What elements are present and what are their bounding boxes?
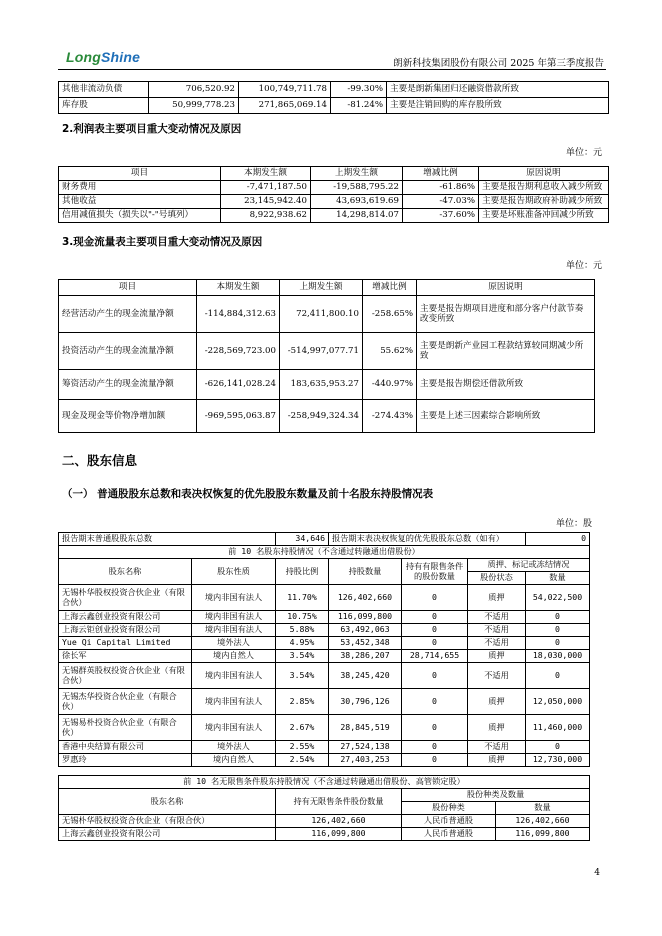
summary-row: 报告期末普通股股东总数 34,646 报告期末表决权恢复的优先股股东总数（如有） 0 [59, 533, 590, 546]
header-rule [58, 69, 606, 70]
cashflow-table [58, 279, 595, 433]
cashflow-unit: 单位：元 [565, 261, 602, 271]
table-row: 徐长军 境内自然人 3.54% 38,286,207 28,714,655 质押 18,030,000 [59, 650, 590, 663]
table-row: 其他非流动负债 706,520.92 100,749,711.78 -99.30% 主要是朗新集团归还融资借款所致 [59, 82, 609, 98]
table-row: 财务费用 -7,471,187.50 -19,588,795.22 -61.86% 主要是报告期利息收入减少所致 [59, 181, 609, 195]
table-row: 筹资活动产生的现金流量净额 -626,141,028.24 183,635,953.27 -440.97% 主要是报告期偿还借款所致 [59, 370, 595, 400]
table-header-row: 股份种类 数量 [59, 802, 590, 815]
shareholder-subheading: （一） 普通股股东总数和表决权恢复的优先股股东数量及前十名股东持股情况表 [62, 488, 434, 500]
unrestricted-shareholders-table [58, 775, 590, 841]
cashflow-section-title: 3.现金流量表主要项目重大变动情况及原因 [62, 236, 263, 248]
table-header-row: 项目 本期发生额 上期发生额 增减比例 原因说明 [59, 280, 595, 296]
table-row: 库存股 50,999,778.23 271,865,069.14 -81.24% 主要是注销回购的库存股所致 [59, 98, 609, 114]
table-row: 上海云鑫创业投资有限公司 境内非国有法人 10.75% 116,099,800 0 不适用 0 [59, 611, 590, 624]
page-number: 4 [594, 868, 600, 878]
table-row: 无锡杰华投资合伙企业（有限合伙） 境内非国有法人 2.85% 30,796,126 0 质押 12,050,000 [59, 689, 590, 715]
table-header-row: 股份状态 数量 [59, 572, 590, 585]
table-header-row: 股东名称 持有无限售条件股份数量 股份种类及数量 [59, 789, 590, 802]
caption-row: 前 10 名股东持股情况（不含通过转融通出借股份） [59, 546, 590, 559]
income-section-title: 2.利润表主要项目重大变动情况及原因 [62, 123, 242, 135]
table-row: 罗惠玲 境内自然人 2.54% 27,403,253 0 质押 12,730,000 [59, 754, 590, 767]
shareholder-heading: 二、股东信息 [62, 453, 138, 468]
table-row: 上海云钜创业投资有限公司 境内非国有法人 5.88% 63,492,063 0 不适用 0 [59, 624, 590, 637]
table-row: 香港中央结算有限公司 境外法人 2.55% 27,524,138 0 不适用 0 [59, 741, 590, 754]
table-row: 无锡朴华股权投资合伙企业（有限合伙） 126,402,660 人民币普通股 126,402,660 [59, 815, 590, 828]
report-header-title: 朗新科技集团股份有限公司 2025 年第三季度报告 [393, 58, 604, 69]
caption-row: 前 10 名无限售条件股东持股情况（不含通过转融通出借股份、高管锁定股） [59, 776, 590, 789]
table-row: 经营活动产生的现金流量净额 -114,884,312.63 72,411,800.10 -258.65% 主要是报告期项目进度和部分客户付款节奏改变所致 [59, 296, 595, 333]
table-header-row: 股东名称 股东性质 持股比例 持股数量 持有有限售条件的股份数量 质押、标记或冻结情况 [59, 559, 590, 572]
shareholder-unit: 单位：股 [555, 519, 592, 529]
table-row: 上海云鑫创业投资有限公司 116,099,800 人民币普通股 116,099,800 [59, 828, 590, 841]
table-row: 其他收益 23,145,942.40 43,693,619.69 -47.03% 主要是报告期政府补助减少所致 [59, 195, 609, 209]
table-header-row: 项目 本期发生额 上期发生额 增减比例 原因说明 [59, 167, 609, 181]
table-row: 无锡朴华股权投资合伙企业（有限合伙） 境内非国有法人 11.70% 126,402,660 0 质押 54,022,500 [59, 585, 590, 611]
table-row: Yue Qi Capital Limited 境外法人 4.95% 53,452,348 0 不适用 0 [59, 637, 590, 650]
shareholders-table [58, 532, 590, 767]
balance-sheet-table [58, 81, 609, 114]
table-row: 无锡群英股权投资合伙企业（有限合伙） 境内非国有法人 3.54% 38,245,420 0 不适用 0 [59, 663, 590, 689]
company-logo: LongShine [66, 49, 141, 65]
income-unit: 单位：元 [565, 148, 602, 158]
table-row: 现金及现金等价物净增加额 -969,595,063.87 -258,949,324.34 -274.43% 主要是上述三因素综合影响所致 [59, 400, 595, 433]
table-row: 无锡易朴投资合伙企业（有限合伙） 境内非国有法人 2.67% 28,845,519 0 质押 11,460,000 [59, 715, 590, 741]
table-row: 投资活动产生的现金流量净额 -228,569,723.00 -514,997,077.71 55.62% 主要是朗新产业园工程款结算较同期减少所致 [59, 333, 595, 370]
income-table [58, 166, 609, 223]
table-row: 信用减值损失（损失以"-"号填列） 8,922,938.62 14,298,814.07 -37.60% 主要是坏账准备冲回减少所致 [59, 209, 609, 223]
